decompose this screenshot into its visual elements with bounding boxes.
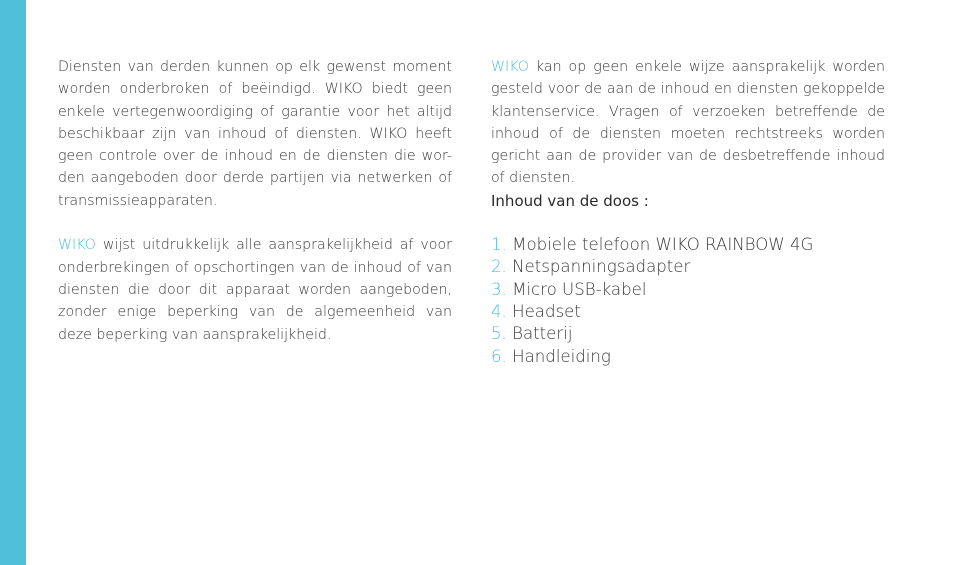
item-text: Mobiele telefoon WIKO RAINBOW 4G (512, 235, 814, 255)
item-number: 6. (491, 346, 507, 366)
item-text: Micro USB-kabel (512, 279, 647, 299)
item-text: Headset (512, 301, 581, 321)
item-number: 1. (491, 235, 507, 255)
item-text: Netspanningsadapter (512, 257, 691, 277)
item-number: 2. (491, 257, 507, 277)
item-text: Handleiding (512, 346, 611, 366)
right-column (491, 56, 885, 368)
brand-name: WIKO (58, 237, 96, 254)
brand-name: WIKO (491, 59, 529, 75)
side-accent-bar (0, 0, 26, 565)
paragraph-liability-disclaimer (58, 234, 452, 345)
left-column (58, 56, 452, 346)
item-number: 4. (491, 301, 507, 321)
paragraph-text: kan op geen enkele wijze aansprakelijk worden gesteld voor de aan de inhoud en diensten gekoppelde klantenservice. Vragen of verzoeken betreffende de inhoud of de diensten moeten rechtstreeks worden gericht aan de provider van de desbetreffende inhoud of diensten. (491, 59, 885, 187)
paragraph-customer-service (491, 56, 885, 190)
item-number: 3. (491, 279, 507, 299)
list-item (491, 301, 885, 323)
list-item (491, 323, 885, 345)
list-item (491, 234, 885, 256)
item-number: 5. (491, 324, 507, 344)
box-contents-list (491, 234, 885, 368)
item-text: Batterij (512, 324, 573, 344)
box-contents-heading: Inhoud van de doos : (491, 191, 649, 210)
list-item (491, 279, 885, 301)
list-item (491, 256, 885, 278)
list-item (491, 346, 885, 368)
paragraph-third-party-services: Diensten van derden kunnen op elk gewenst moment worden onderbroken of beëindigd. WIKO biedt geen enkele vertegenwoordiging of garantie voor het altijd beschikbaar zijn van inhoud of diensten. WIKO heeft geen controle over de inhoud en de diensten die wor-den aangeboden door derde partijen via netwerken of transmissieapparaten. (58, 59, 452, 209)
paragraph-text: wijst uitdrukkelijk alle aansprakelijkheid af voor onderbrekingen of opschortingen van de inhoud of van diensten die door dit apparaat worden aangeboden, zonder enige beperking van de algemeenheid van deze beperking van aansprakelijkheid. (58, 237, 452, 343)
